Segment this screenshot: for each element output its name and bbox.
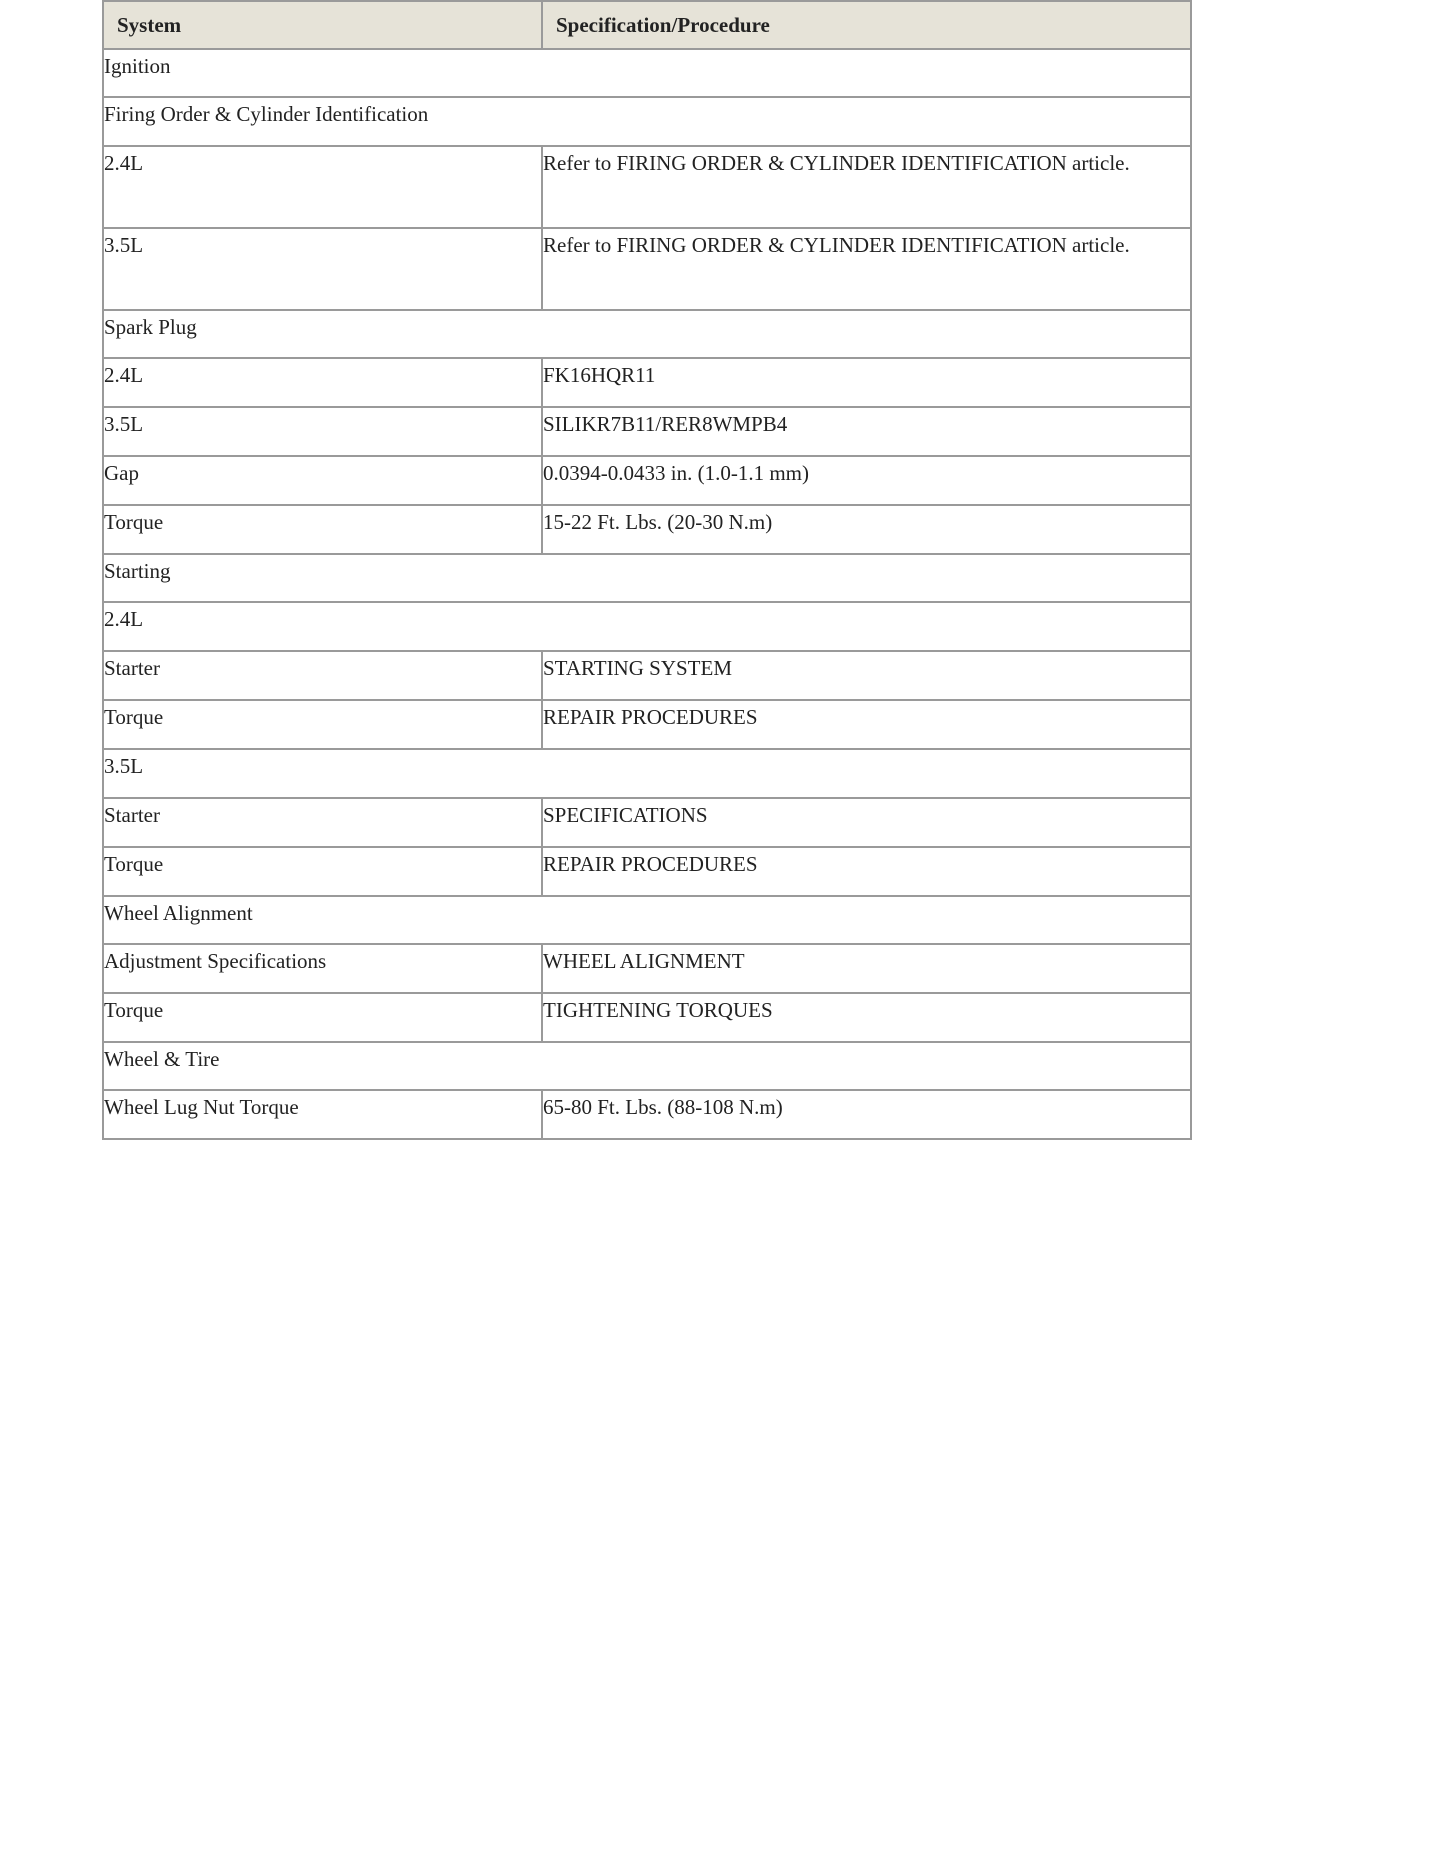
row-label: 2.4L (103, 358, 542, 407)
table-row (103, 944, 1191, 993)
table-row (103, 228, 1191, 310)
table-row (103, 651, 1191, 700)
specifications-table (102, 0, 1192, 1140)
row-label: Starter (103, 651, 542, 700)
row-value: 65-80 Ft. Lbs. (88-108 N.m) (542, 1090, 1191, 1139)
table-row (103, 407, 1191, 456)
row-label: 3.5L (103, 407, 542, 456)
row-value: WHEEL ALIGNMENT (542, 944, 1191, 993)
row-value: REPAIR PROCEDURES (542, 847, 1191, 896)
row-label: Adjustment Specifications (103, 944, 542, 993)
section-row-wheel-tire (103, 1042, 1191, 1090)
row-value: SILIKR7B11/RER8WMPB4 (542, 407, 1191, 456)
section-row-starting (103, 554, 1191, 602)
table-row (103, 1090, 1191, 1139)
column-header-system: System (103, 1, 542, 49)
table-row (103, 798, 1191, 847)
row-value: Refer to FIRING ORDER & CYLINDER IDENTIFICATION article. (542, 228, 1191, 310)
subsection-title: Firing Order & Cylinder Identification (103, 97, 1191, 146)
row-label: Wheel Lug Nut Torque (103, 1090, 542, 1139)
section-row-wheel-alignment (103, 896, 1191, 944)
table-row (103, 700, 1191, 749)
row-value: REPAIR PROCEDURES (542, 700, 1191, 749)
section-row-ignition (103, 49, 1191, 97)
row-label: Torque (103, 847, 542, 896)
column-header-specification: Specification/Procedure (542, 1, 1191, 49)
subsection-row-3-5l (103, 749, 1191, 798)
row-label: 2.4L (103, 146, 542, 228)
row-label: Starter (103, 798, 542, 847)
row-value: 15-22 Ft. Lbs. (20-30 N.m) (542, 505, 1191, 554)
subsection-title: 3.5L (103, 749, 1191, 798)
section-title: Starting (103, 554, 1191, 602)
section-title: Spark Plug (103, 310, 1191, 358)
table-row (103, 358, 1191, 407)
section-title: Wheel & Tire (103, 1042, 1191, 1090)
row-value: Refer to FIRING ORDER & CYLINDER IDENTIFICATION article. (542, 146, 1191, 228)
section-title: Wheel Alignment (103, 896, 1191, 944)
row-value: STARTING SYSTEM (542, 651, 1191, 700)
row-value: FK16HQR11 (542, 358, 1191, 407)
table-row (103, 456, 1191, 505)
subsection-title: 2.4L (103, 602, 1191, 651)
row-label: 3.5L (103, 228, 542, 310)
row-label: Torque (103, 993, 542, 1042)
row-value: SPECIFICATIONS (542, 798, 1191, 847)
section-title: Ignition (103, 49, 1191, 97)
table-row (103, 505, 1191, 554)
subsection-row-2-4l (103, 602, 1191, 651)
section-row-spark-plug (103, 310, 1191, 358)
row-label: Gap (103, 456, 542, 505)
subsection-row-firing-order (103, 97, 1191, 146)
row-label: Torque (103, 700, 542, 749)
table-row (103, 146, 1191, 228)
row-value: 0.0394-0.0433 in. (1.0-1.1 mm) (542, 456, 1191, 505)
table-header-row (103, 1, 1191, 49)
row-value: TIGHTENING TORQUES (542, 993, 1191, 1042)
table-row (103, 993, 1191, 1042)
table-row (103, 847, 1191, 896)
row-label: Torque (103, 505, 542, 554)
